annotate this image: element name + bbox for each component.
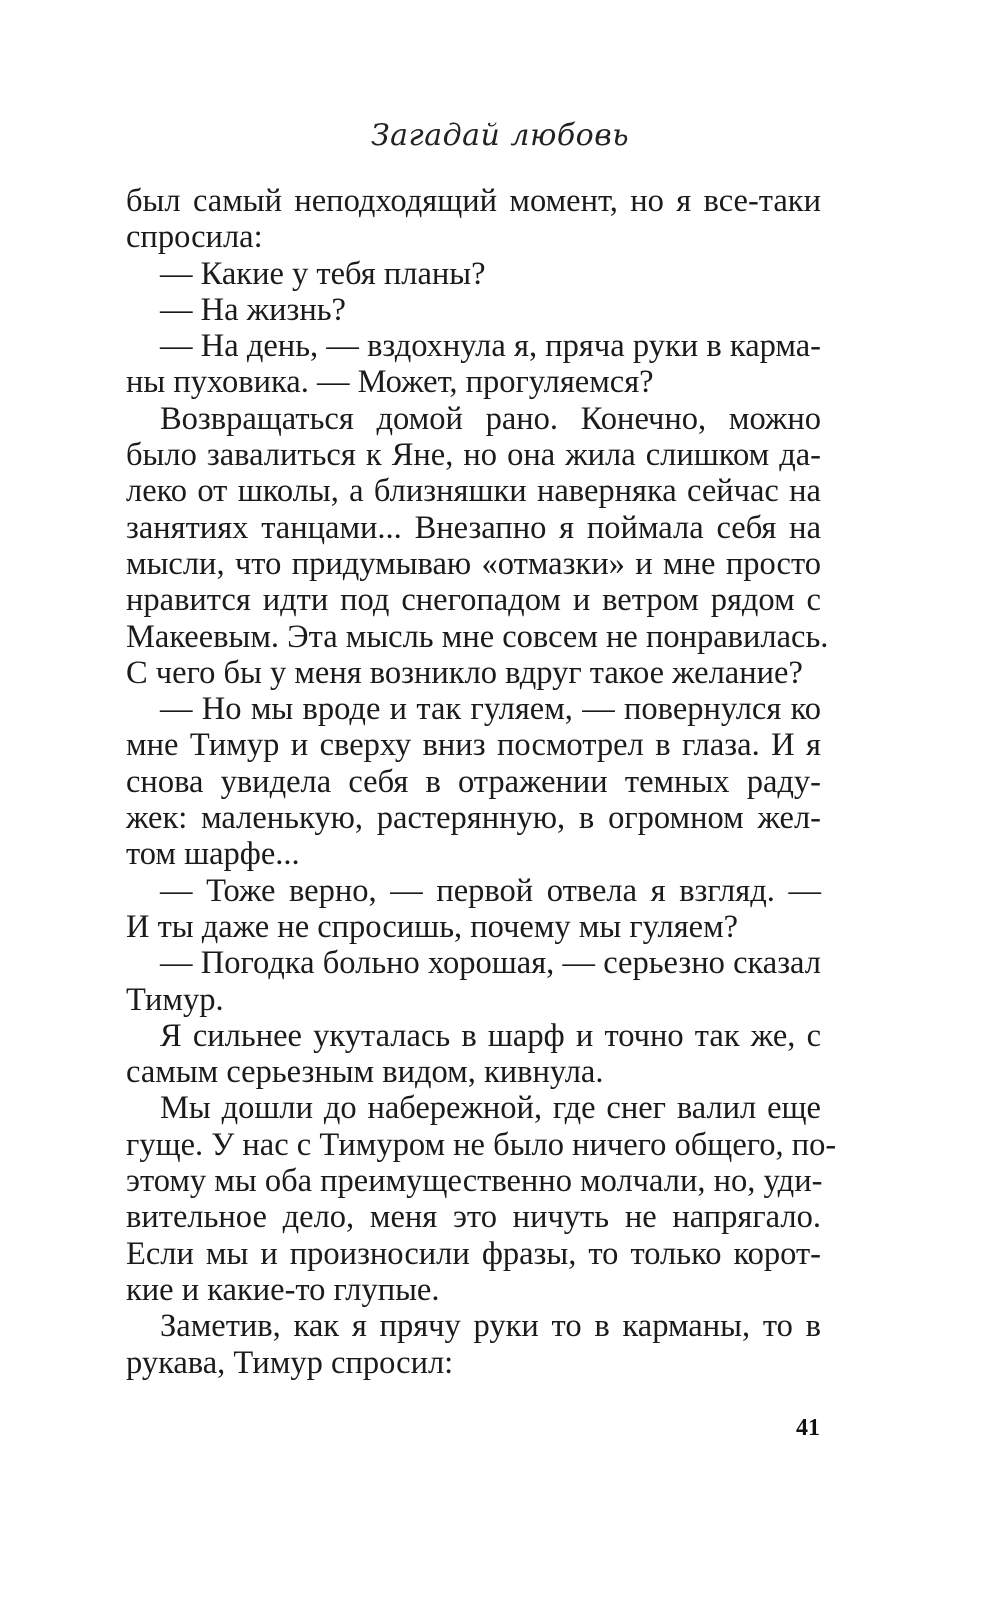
- text-line: — Тоже верно, — первой отвела я взгляд. —: [160, 872, 821, 909]
- text-line: — Но мы вроде и так гуляем, — повернулся ко: [160, 691, 821, 728]
- text-line: вительное дело, меня это ничуть не напрягало.: [126, 1199, 821, 1236]
- text-line: мне Тимур и сверху вниз посмотрел в глаза. И я: [126, 727, 821, 764]
- text-line: рукава, Тимур спросил:: [126, 1344, 454, 1381]
- text-line: спросила:: [126, 219, 263, 256]
- text-line: С чего бы у меня возникло вдруг такое желание?: [126, 654, 803, 691]
- text-line: том шарфе...: [126, 836, 300, 873]
- text-line: жек: маленькую, растерянную, в огромном жел-: [126, 800, 821, 837]
- text-line: — На жизнь?: [160, 291, 346, 328]
- text-line: гуще. У нас с Тимуром не было ничего общего, по-: [126, 1126, 837, 1163]
- text-line: Тимур.: [126, 981, 224, 1018]
- text-line: И ты даже не спросишь, почему мы гуляем?: [126, 908, 739, 945]
- text-line: леко от школы, а близняшки наверняка сейчас на: [126, 473, 821, 510]
- text-line: Я сильнее укуталась в шарф и точно так же, с: [160, 1017, 821, 1054]
- text-line: — На день, — вздохнула я, пряча руки в карма-: [160, 328, 821, 365]
- text-line: самым серьезным видом, кивнула.: [126, 1054, 604, 1091]
- text-line: нравится идти под снегопадом и ветром рядом с: [126, 582, 821, 619]
- text-line: занятиях танцами... Внезапно я поймала себя на: [126, 509, 821, 546]
- text-line: снова увидела себя в отражении темных раду-: [126, 763, 821, 800]
- text-line: — Какие у тебя планы?: [160, 255, 486, 292]
- text-line: Мы дошли до набережной, где снег валил еще: [160, 1090, 821, 1127]
- text-line: было завалиться к Яне, но она жила слишком да-: [126, 437, 821, 474]
- text-line: этому мы оба преимущественно молчали, но, уди-: [126, 1163, 823, 1200]
- text-line: Возвращаться домой рано. Конечно, можно: [160, 400, 821, 437]
- running-title: Загадай любовь: [370, 118, 630, 153]
- text-line: — Погодка больно хорошая, — серьезно сказал: [160, 945, 821, 982]
- text-line: Если мы и произносили фразы, то только корот-: [126, 1235, 821, 1272]
- text-line: был самый неподходящий момент, но я все-таки: [126, 183, 821, 219]
- text-line: Заметив, как я прячу руки то в карманы, то в: [160, 1308, 821, 1345]
- text-line: ны пуховика. — Может, прогуляемся?: [126, 364, 654, 401]
- text-line: кие и какие-то глупые.: [126, 1271, 440, 1308]
- text-line: мысли, что придумываю «отмазки» и мне просто: [126, 545, 821, 582]
- body-text: [126, 183, 837, 1381]
- page-number: 41: [796, 1415, 820, 1441]
- text-line: Макеевым. Эта мысль мне совсем не понравилась.: [126, 618, 829, 655]
